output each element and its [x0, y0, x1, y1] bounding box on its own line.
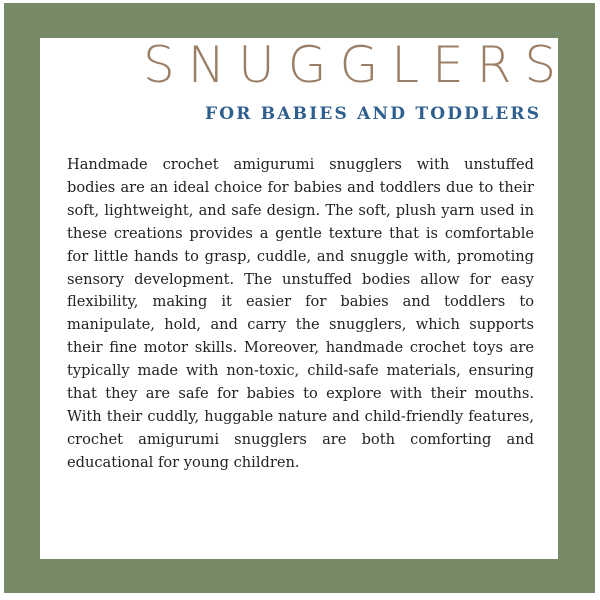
page-title: SNUGGLERS: [143, 36, 570, 94]
description-paragraph: Handmade crochet amigurumi snugglers with unstuffed bodies are an ideal choice for babies and toddlers due to their soft, lightweight, and safe design. The soft, plush yarn used in these creations provides a gentle texture that is comfortable for little hands to grasp, cuddle, and snuggle with, promoting sensory development. The unstuffed bodies allow for easy flexibility, making it easier for babies and toddlers to manipulate, hold, and carry the snugglers, which supports their fine motor skills. Moreover, handmade crochet toys are typically made with non-toxic, child-safe materials, ensuring that they are safe for babies to explore with their mouths. With their cuddly, huggable nature and child-friendly features, crochet amigurumi snugglers are both comforting and educational for young children.: [67, 156, 534, 471]
page-subtitle: FOR BABIES AND TODDLERS: [205, 104, 542, 124]
